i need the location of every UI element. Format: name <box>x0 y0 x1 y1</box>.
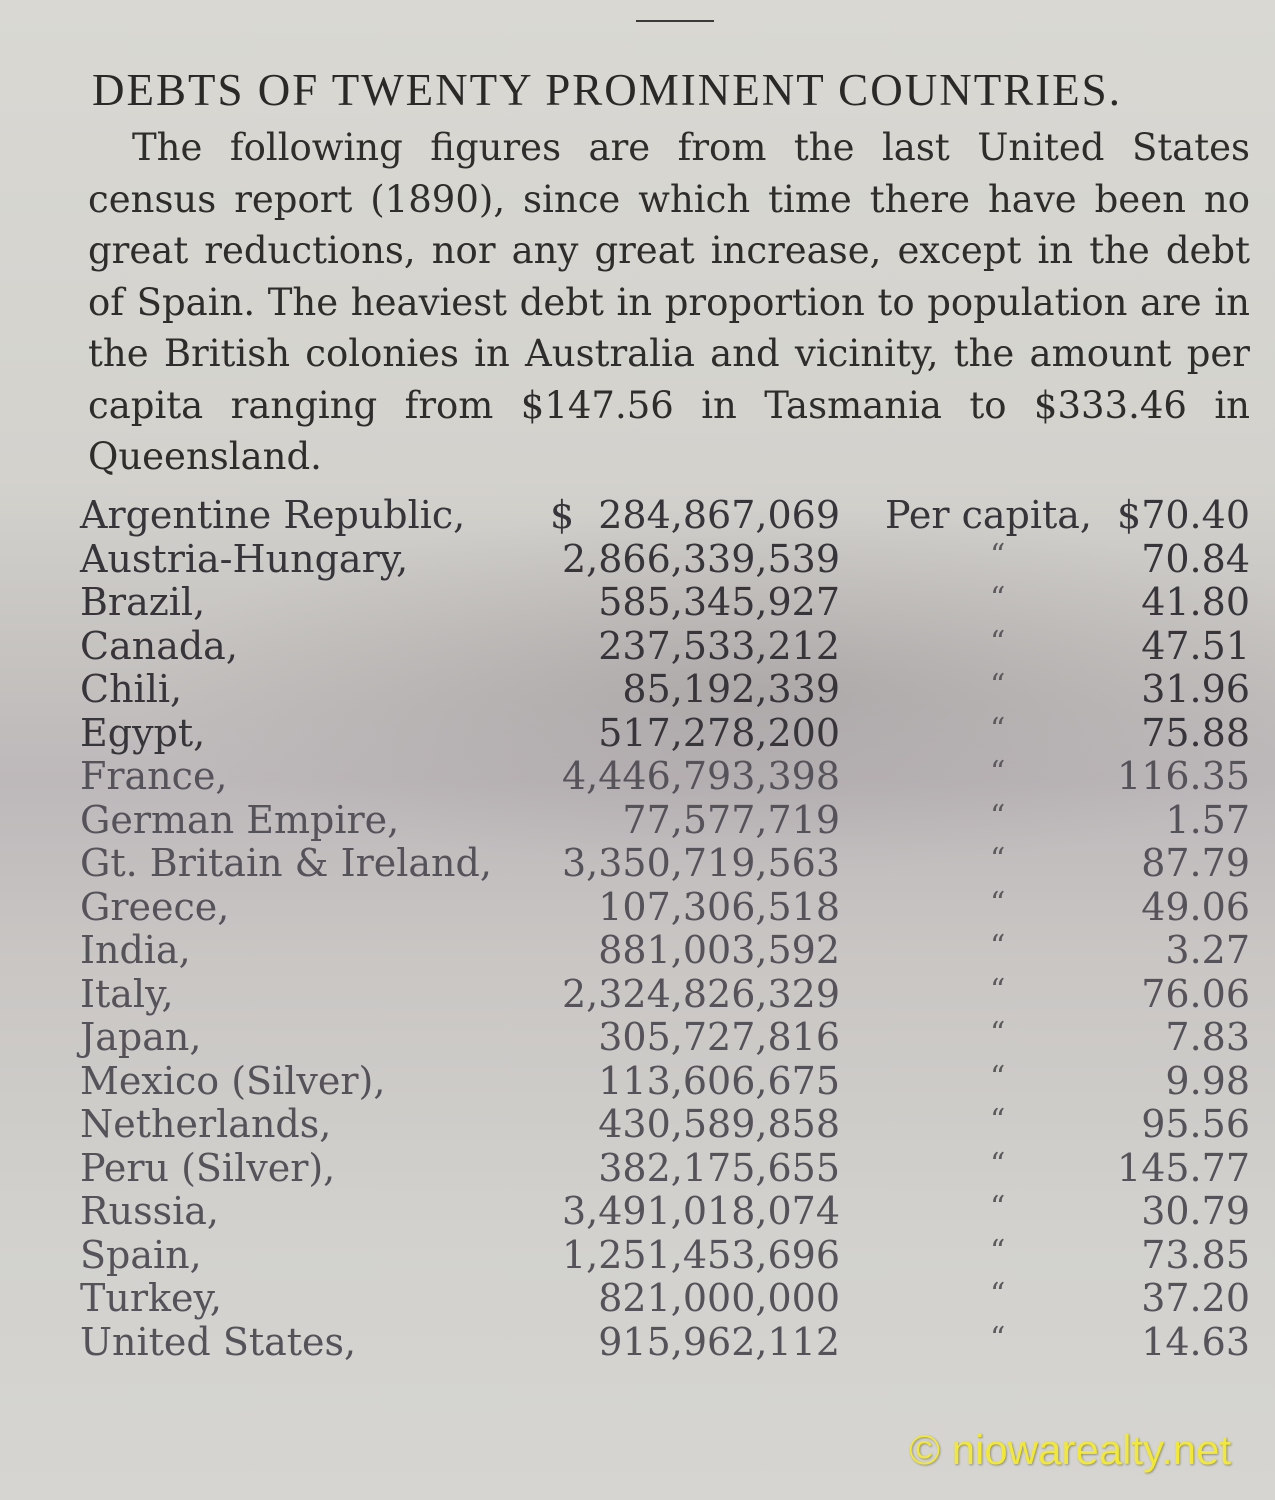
intro-paragraph: The following figures are from the last United States census report (1890), since which time there have been no great reductions, nor any great increase, except in the debt of Spain. The heaviest debt in proportion to population are in the British colonies in Australia and vicinity, the amount per capita ranging from $147.56 in Tasmania to $333.46 in Queensland. <box>88 126 1250 478</box>
table-row <box>80 755 1250 799</box>
country-name: Greece, <box>80 884 230 929</box>
country-name: France, <box>80 754 228 798</box>
per-capita-value: $70.40 <box>1117 493 1250 537</box>
country-name: Brazil, <box>80 580 206 624</box>
debt-amount: 585,345,927 <box>598 580 840 624</box>
debt-amount: 85,192,339 <box>622 667 840 711</box>
debt-amount: 517,278,200 <box>598 710 840 755</box>
table-row <box>80 712 1250 756</box>
country-name: Argentine Republic, <box>80 493 466 537</box>
ditto-mark: “ <box>990 537 1006 573</box>
ditto-mark: “ <box>990 885 1006 921</box>
debt-amount: 305,727,816 <box>598 1015 840 1059</box>
watermark: © niowarealty.net <box>909 1426 1231 1473</box>
table-row <box>80 668 1250 712</box>
table-row <box>80 1234 1250 1278</box>
country-name: Netherlands, <box>80 1102 332 1146</box>
per-capita-value: 95.56 <box>1141 1102 1250 1146</box>
country-name: Austria-Hungary, <box>80 536 409 581</box>
country-name: Chili, <box>80 667 183 711</box>
table-row <box>80 842 1250 886</box>
per-capita-value: 37.20 <box>1141 1276 1250 1320</box>
per-capita-value: 73.85 <box>1141 1232 1250 1277</box>
ditto-mark: “ <box>990 711 1006 747</box>
debt-amount: 107,306,518 <box>598 884 840 929</box>
per-capita-value: 75.88 <box>1141 710 1250 755</box>
country-name: Gt. Britain & Ireland, <box>80 841 492 885</box>
per-capita-label: Per capita, <box>885 493 1093 537</box>
country-name: Japan, <box>80 1015 202 1059</box>
table-row <box>80 1277 1250 1321</box>
per-capita-value: 14.63 <box>1141 1319 1250 1364</box>
country-name: Spain, <box>80 1232 202 1277</box>
per-capita-value: 41.80 <box>1141 580 1250 624</box>
table-row <box>80 973 1250 1017</box>
table-row <box>80 1147 1250 1191</box>
table-row <box>80 581 1250 625</box>
debt-amount: 237,533,212 <box>598 623 840 668</box>
per-capita-value: 9.98 <box>1165 1058 1250 1103</box>
table-row <box>80 1060 1250 1104</box>
debt-table <box>80 494 1250 1364</box>
ditto-mark: “ <box>990 668 1006 703</box>
debt-amount: 2,324,826,329 <box>561 971 840 1016</box>
country-name: Russia, <box>80 1189 219 1233</box>
table-row <box>80 799 1250 843</box>
country-name: Peru (Silver), <box>80 1145 336 1190</box>
table-row <box>80 538 1250 582</box>
per-capita-value: 70.84 <box>1141 536 1250 581</box>
debt-amount: 2,866,339,539 <box>561 536 840 581</box>
table-row <box>80 1103 1250 1147</box>
debt-amount: 113,606,675 <box>598 1058 840 1103</box>
ditto-mark: “ <box>990 581 1006 616</box>
ditto-mark: “ <box>990 842 1006 877</box>
table-row <box>80 929 1250 973</box>
table-row <box>80 1321 1250 1365</box>
table-row <box>80 886 1250 930</box>
debt-amount: 77,577,719 <box>622 797 840 842</box>
per-capita-value: 31.96 <box>1141 667 1250 711</box>
debt-amount: 284,867,069 <box>598 493 840 537</box>
debt-amount: 3,350,719,563 <box>561 841 840 885</box>
per-capita-value: 145.77 <box>1117 1145 1250 1190</box>
country-name: German Empire, <box>80 797 400 842</box>
ditto-mark: “ <box>990 1103 1006 1138</box>
debt-amount: 881,003,592 <box>598 928 840 972</box>
ditto-mark: “ <box>990 1059 1006 1095</box>
ditto-mark: “ <box>990 929 1006 964</box>
ditto-mark: “ <box>990 1277 1006 1312</box>
table-row <box>80 1190 1250 1234</box>
country-name: Turkey, <box>80 1276 222 1320</box>
country-name: Italy, <box>80 971 174 1016</box>
ditto-mark: “ <box>990 1233 1006 1269</box>
ditto-mark: “ <box>990 1146 1006 1182</box>
country-name: Egypt, <box>80 710 206 755</box>
per-capita-value: 116.35 <box>1117 754 1250 798</box>
debt-amount: 1,251,453,696 <box>561 1232 840 1277</box>
debt-amount: 430,589,858 <box>598 1102 840 1146</box>
per-capita-value: 49.06 <box>1141 884 1250 929</box>
debt-amount: 382,175,655 <box>598 1145 840 1190</box>
ditto-mark: “ <box>990 1190 1006 1225</box>
dollar-sign: $ <box>550 493 575 537</box>
debt-amount: 821,000,000 <box>598 1276 840 1320</box>
per-capita-value: 76.06 <box>1141 971 1250 1016</box>
table-row <box>80 494 1250 538</box>
page-title: DEBTS OF TWENTY PROMINENT COUNTRIES. <box>92 65 1122 115</box>
per-capita-value: 1.57 <box>1165 797 1250 842</box>
ditto-mark: “ <box>990 624 1006 660</box>
country-name: Mexico (Silver), <box>80 1058 386 1103</box>
per-capita-value: 3.27 <box>1165 928 1250 972</box>
ditto-mark: “ <box>990 755 1006 790</box>
ditto-mark: “ <box>990 1016 1006 1051</box>
debt-amount: 4,446,793,398 <box>561 754 840 798</box>
per-capita-value: 30.79 <box>1141 1189 1250 1233</box>
ditto-mark: “ <box>990 1320 1006 1356</box>
country-name: Canada, <box>80 623 238 668</box>
ditto-mark: “ <box>990 972 1006 1008</box>
per-capita-value: 7.83 <box>1165 1015 1250 1059</box>
country-name: United States, <box>80 1319 357 1364</box>
table-row <box>80 625 1250 669</box>
country-name: India, <box>80 928 191 972</box>
debt-amount: 3,491,018,074 <box>561 1189 840 1233</box>
ditto-mark: “ <box>990 798 1006 834</box>
per-capita-value: 47.51 <box>1141 623 1250 668</box>
top-rule <box>636 20 714 22</box>
table-row <box>80 1016 1250 1060</box>
per-capita-value: 87.79 <box>1141 841 1250 885</box>
debt-amount: 915,962,112 <box>598 1319 840 1364</box>
